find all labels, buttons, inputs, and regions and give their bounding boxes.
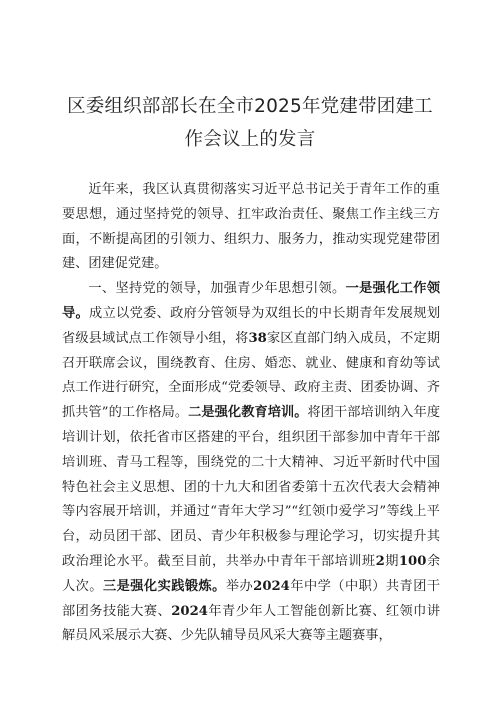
bold-number: 2024 [171,603,208,619]
bold-subheading-2: 二是强化教育培训。 [188,405,308,421]
paragraph-intro: 近年来，我区认真贯彻落实习近平总书记关于青年工作的重要思想，通过坚持党的领导、扛牢政治责任、聚焦工作主线三方面，不断提高团的引领力、组织力、服务力，推动实现党建带团建、团建促党建。 [62,182,440,272]
bold-number: 100 [398,553,427,569]
bold-subheading-1: 一是强化工作领导。 [62,281,441,321]
bold-number: 2 [375,553,385,569]
bold-number: 38 [248,330,267,346]
document-body [62,178,440,649]
text-run: 余人次。 [62,553,441,594]
section-heading: 一、坚持党的领导，加强青少年思想引领。 [88,281,346,297]
text-run: 举办 [225,578,254,594]
text-run: 年中学（中职）共青团干部团务技能大赛、 [62,578,441,619]
document-title-line-1: 区委组织部部长在全市2025年党建带团建工 [67,96,433,117]
paragraph-section-1 [62,277,440,649]
bold-number: 2024 [253,578,290,594]
bold-subheading-3: 三是强化实践锻炼。 [102,578,226,594]
text-run: 期 [384,553,399,569]
text-run: 家区直部门纳入成员，不定期召开联席会议，围绕教育、住房、婚恋、就业、健康和育幼等试点工作进行研究，全面形成“党委领导、政府主责、团委协调、齐抓共管”的工作格局。 [62,330,441,421]
text-run: 年青少年人工智能创新比赛、红领巾讲解员风采展示大赛、少先队辅导员风采大赛等主题赛事， [62,603,441,644]
text-run: 将团干部培训纳入年度培训计划，依托省市区搭建的平台，组织团干部参加中青年干部培训班、青马工程等，围绕党的二十大精神、习近平新时代中国特色社会主义思想、团的十九大和团省委第十五次代表大会精神等内容展开培训，并通过“青年大学习”“红领巾爱学习”等线上平台，动员团干部、团员、青少年积极参与理论学习，切实提升其政治理论水平。截至目前，共举办中青年干部培训班 [62,405,441,569]
text-run: 成立以党委、政府分管领导为双组长的中长期青年发展规划省级县域试点工作领导小组，将 [62,305,441,346]
document-title-line-2: 作会议上的发言 [184,129,316,150]
